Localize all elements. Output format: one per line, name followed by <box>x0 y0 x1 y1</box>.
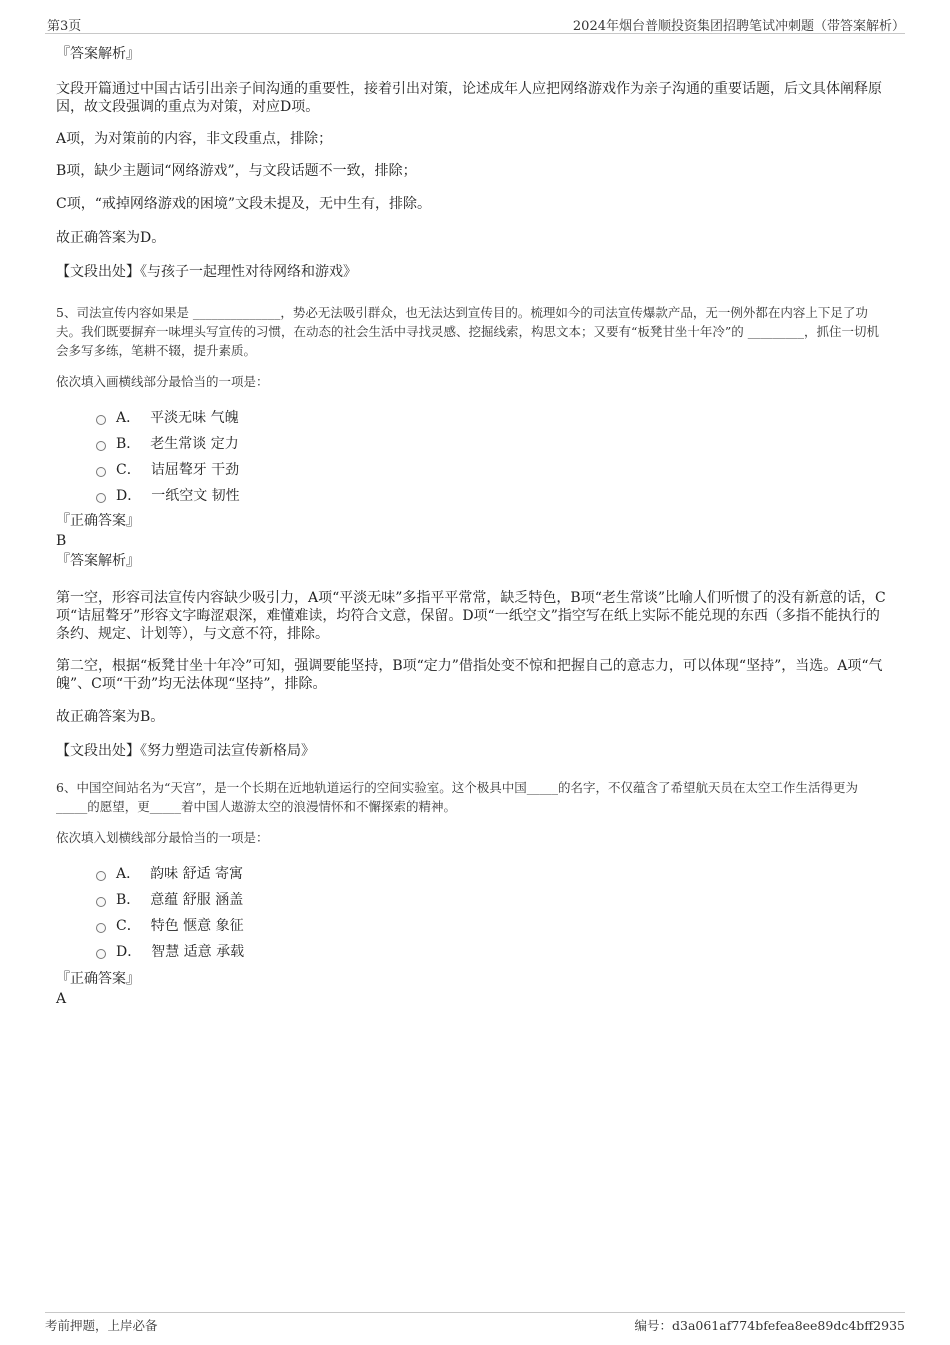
analysis-paragraph: C项，“戒掉网络游戏的困境”文段未提及，无中生有，排除。 <box>56 196 432 212</box>
analysis-label: 『答案解析』 <box>56 553 140 569</box>
analysis-paragraph: A项，为对策前的内容，非文段重点，排除； <box>56 131 333 147</box>
question-stem: 5、司法宣传内容如果是 ______________，势必无法吸引群众，也无法达到宣传目的。梳理如今的司法宣传爆款产品，无一例外都在内容上下足了功夫。我们既要摒弃一味埋头写宣传的习惯，在动态的社会生活中寻找灵感、挖掘线索，构思文本；又要有“板凳甘坐十年冷”的 _________，抓住一切机会多写多练，笔耕不辍，提升素质。 <box>56 305 880 358</box>
radio-icon[interactable] <box>96 467 106 477</box>
analysis-paragraph: 第一空，形容司法宣传内容缺少吸引力，A项“平淡无味”多指平平常常，缺乏特色，B项“老生常谈”比喻人们听惯了的没有新意的话，C项“诘屈聱牙”形容文字晦涩艰深，难懂难读，均符合文意，保留。D项“一纸空文”指空写在纸上实际不能兑现的东西（多指不能执行的条约、规定、计划等），与文意不符，排除。 <box>56 590 886 642</box>
radio-icon[interactable] <box>96 415 106 425</box>
option-c[interactable]: C． 诘屈聱牙 干劲 <box>96 457 886 483</box>
radio-icon[interactable] <box>96 493 106 503</box>
page-number: 第3页 <box>47 19 82 34</box>
document-code: 编号：d3a061af774bfefea8ee89dc4bff2935 <box>634 1318 905 1333</box>
footer-slogan: 考前押题，上岸必备 <box>45 1318 158 1333</box>
correct-answer: A <box>56 991 67 1007</box>
option-list <box>96 405 886 509</box>
option-c[interactable]: C． 特色 惬意 象征 <box>96 913 886 939</box>
option-b[interactable]: B． 意蕴 舒服 涵盖 <box>96 887 886 913</box>
analysis-paragraph: 故正确答案为D。 <box>56 230 166 246</box>
answer-label: 『正确答案』 <box>56 513 140 529</box>
analysis-paragraph: 故正确答案为B。 <box>56 709 165 725</box>
radio-icon[interactable] <box>96 897 106 907</box>
source-citation: 【文段出处】《与孩子一起理性对待网络和游戏》 <box>56 264 357 280</box>
radio-icon[interactable] <box>96 949 106 959</box>
question-prompt: 依次填入画横线部分最恰当的一项是： <box>56 374 269 389</box>
source-citation: 【文段出处】《努力塑造司法宣传新格局》 <box>56 743 315 759</box>
page-header <box>45 13 905 34</box>
analysis-paragraph: B项，缺少主题词“网络游戏”，与文段话题不一致，排除； <box>56 163 417 179</box>
document-title: 2024年烟台普顺投资集团招聘笔试冲刺题（带答案解析） <box>572 19 905 34</box>
radio-icon[interactable] <box>96 441 106 451</box>
option-list <box>96 861 886 965</box>
option-a[interactable]: A． 韵味 舒适 寄寓 <box>96 861 886 887</box>
question-stem: 6、中国空间站名为“天宫”，是一个长期在近地轨道运行的空间实验室。这个极具中国_____的名字，不仅蕴含了希望航天员在太空工作生活得更为_____的愿望，更_____着中国人遨游太空的浪漫情怀和不懈探索的精神。 <box>56 780 858 814</box>
analysis-paragraph: 第二空，根据“板凳甘坐十年冷”可知，强调要能坚持，B项“定力”借指处变不惊和把握自己的意志力，可以体现“坚持”，当选。A项“气魄”、C项“干劲”均无法体现“坚持”，排除。 <box>56 658 883 692</box>
question-prompt: 依次填入划横线部分最恰当的一项是： <box>56 830 269 845</box>
analysis-label: 『答案解析』 <box>56 46 140 62</box>
radio-icon[interactable] <box>96 871 106 881</box>
option-b[interactable]: B． 老生常谈 定力 <box>96 431 886 457</box>
radio-icon[interactable] <box>96 923 106 933</box>
option-d[interactable]: D． 一纸空文 韧性 <box>96 483 886 509</box>
answer-label: 『正确答案』 <box>56 971 140 987</box>
option-a[interactable]: A． 平淡无味 气魄 <box>96 405 886 431</box>
analysis-paragraph: 文段开篇通过中国古话引出亲子间沟通的重要性，接着引出对策，论述成年人应把网络游戏作为亲子沟通的重要话题，后文具体阐释原因，故文段强调的重点为对策，对应D项。 <box>56 81 882 115</box>
page-content <box>56 44 886 1009</box>
option-d[interactable]: D． 智慧 适意 承载 <box>96 939 886 965</box>
correct-answer: B <box>56 533 67 549</box>
page-footer <box>45 1312 905 1337</box>
